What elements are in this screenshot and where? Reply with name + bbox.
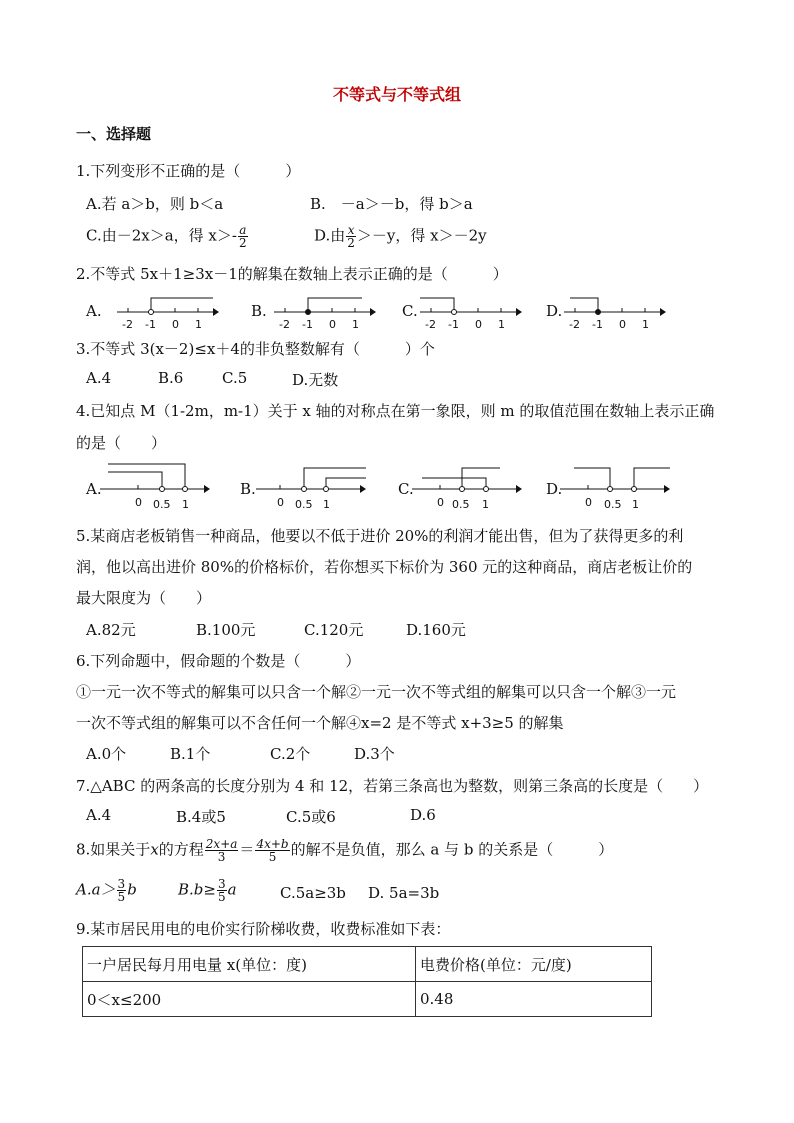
q8-a-num: 3 — [117, 877, 126, 891]
q4-label-d: D. — [546, 480, 563, 498]
q8-b-fraction — [217, 878, 227, 903]
q3-option-c: C.5 — [222, 369, 248, 387]
tick-label: 1 — [352, 318, 359, 331]
q5-option-c: C.120元 — [304, 621, 364, 639]
axis-arrow — [516, 308, 522, 316]
q5-option-d: D.160元 — [406, 621, 466, 639]
q9-stem: 9.某市居民用电的电价实行阶梯收费，收费标准如下表： — [76, 920, 451, 938]
tick-label: -2 — [425, 318, 436, 331]
tick-label: -1 — [302, 318, 313, 331]
solution-bracket — [151, 298, 213, 312]
q3-option-d: D.无数 — [292, 371, 339, 389]
q8-eq: ＝ — [239, 840, 255, 859]
table-header-row — [83, 947, 652, 982]
q6-line1: ①一元一次不等式的解集可以只含一个解②一元一次不等式组的解集可以只含一个解③一元 — [76, 683, 677, 701]
q8-b-pre: B.b≥ — [178, 880, 216, 899]
tick-label: -2 — [279, 318, 290, 331]
q8-mid: 的方程 — [158, 840, 204, 859]
axis-arrow — [204, 485, 210, 493]
tick-label: 0 — [329, 318, 336, 331]
q1-option-b: B. －a＞－b，得 b＞a — [310, 195, 473, 213]
tick-label: -2 — [569, 318, 580, 331]
q8-a-post: b — [127, 880, 137, 899]
q8-a-fraction — [117, 878, 127, 903]
tick-label: 1 — [642, 318, 649, 331]
q5-option-b: B.100元 — [196, 621, 256, 639]
tick-label: 0.5 — [295, 498, 313, 511]
q7-option-a: A.4 — [86, 806, 112, 824]
q8-a-pre: A.a＞ — [76, 880, 116, 899]
open-point — [452, 310, 457, 315]
q2-number-line-d — [562, 292, 667, 332]
closed-point — [596, 310, 601, 315]
q7-option-d: D.6 — [410, 806, 436, 824]
q2-stem: 2.不等式 5x＋1≥3x－1的解集在数轴上表示正确的是（ ） — [76, 265, 508, 283]
table-row — [83, 982, 652, 1017]
q7-option-c: C.5或6 — [286, 808, 336, 826]
q8-option-b — [178, 878, 237, 903]
tick-label: 1 — [632, 498, 639, 511]
q8-f2-den: 5 — [268, 850, 277, 864]
page-title: 不等式与不等式组 — [332, 85, 461, 104]
q1-d-num: x — [347, 223, 355, 237]
q1-d-den: 2 — [347, 236, 355, 250]
q8-b-den: 5 — [217, 890, 226, 904]
q1-option-c — [86, 224, 249, 249]
q7-option-b: B.4或5 — [176, 808, 226, 826]
tick-label: 0 — [585, 496, 592, 509]
q2-number-line-a — [115, 292, 220, 332]
q2-label-a: A. — [86, 302, 102, 320]
q8-stem — [76, 838, 613, 863]
q2-number-line-c — [418, 292, 523, 332]
section-heading: 一、选择题 — [76, 125, 152, 143]
open-point — [632, 487, 637, 492]
solution-bracket — [420, 298, 454, 312]
q3-stem: 3.不等式 3(x－2)≤x＋4的非负整数解有（ ）个 — [76, 340, 435, 358]
axis-arrow — [664, 485, 670, 493]
tick-label: 1 — [182, 498, 189, 511]
tick-label: 0 — [277, 496, 284, 509]
solution-bracket-2 — [422, 478, 486, 489]
axis-arrow — [516, 485, 522, 493]
closed-point — [306, 310, 311, 315]
q6-option-c: C.2个 — [270, 745, 311, 763]
open-point — [608, 487, 613, 492]
q8-f1-num: 2x+a — [205, 837, 238, 851]
q2-label-d: D. — [546, 302, 563, 320]
tick-label: 0 — [619, 318, 626, 331]
electricity-price-table — [82, 946, 652, 1017]
q1-option-c-text: C.由－2x＞a，得 x＞- — [86, 226, 237, 245]
table-cell: 0＜x≤200 — [83, 982, 416, 1017]
q7-stem: 7.△ABC 的两条高的长度分别为 4 和 12，若第三条高也为整数，则第三条高的长度是（ ） — [76, 777, 709, 795]
q4-number-line-d — [560, 460, 672, 512]
tick-label: -1 — [592, 318, 603, 331]
axis-arrow — [213, 308, 219, 316]
q8-var: x — [150, 840, 159, 859]
q8-option-c: C.5a≥3b — [280, 884, 346, 902]
q8-fraction-right — [255, 838, 289, 863]
tick-label: 0 — [135, 496, 142, 509]
q1-option-c-fraction — [238, 224, 248, 249]
tick-label: -1 — [448, 318, 459, 331]
q1-option-d — [314, 224, 487, 249]
q5-option-a: A.82元 — [86, 621, 136, 639]
solution-bracket-2 — [108, 472, 162, 489]
solution-bracket-1 — [574, 468, 610, 489]
q1-c-den: 2 — [238, 236, 247, 250]
q4-number-line-c — [412, 460, 524, 512]
q2-number-line-b — [272, 292, 377, 332]
table-cell: 0.48 — [416, 982, 652, 1017]
open-point — [183, 487, 188, 492]
table-header-cell: 电费价格(单位：元/度) — [416, 947, 652, 982]
q3-option-a: A.4 — [86, 369, 112, 387]
tick-label: 0.5 — [604, 498, 622, 511]
q6-line2: 一次不等式组的解集可以不含任何一个解④x=2 是不等式 x+3≥5 的解集 — [76, 714, 564, 732]
open-point — [484, 487, 489, 492]
tick-label: 1 — [323, 498, 330, 511]
q1-option-d-post: ＞－y，得 x＞－2y — [356, 226, 487, 245]
q1-option-d-pre: D.由 — [314, 226, 346, 245]
tick-label: -2 — [122, 318, 133, 331]
q4-number-line-b — [256, 460, 368, 512]
q8-f1-den: 3 — [217, 850, 226, 864]
q2-label-c: C. — [402, 302, 418, 320]
q6-option-d: D.3个 — [354, 745, 395, 763]
q1-stem: 1.下列变形不正确的是（ ） — [76, 162, 301, 180]
q4-label-a: A. — [86, 480, 102, 498]
q8-f2-num: 4x+b — [256, 837, 289, 851]
q2-label-b: B. — [251, 302, 267, 320]
q8-fraction-left — [205, 838, 239, 863]
tick-label: 1 — [498, 318, 505, 331]
q1-c-num: a — [239, 223, 247, 237]
tick-label: 0.5 — [153, 498, 171, 511]
q1-option-d-fraction — [346, 224, 356, 249]
solution-bracket — [570, 298, 598, 312]
tick-label: 1 — [195, 318, 202, 331]
solution-bracket-1 — [108, 464, 185, 489]
q4-label-b: B. — [240, 480, 256, 498]
q4-stem-line2: 的是（ ） — [76, 434, 167, 452]
open-point — [149, 310, 154, 315]
q8-b-post: a — [227, 880, 237, 899]
open-point — [460, 487, 465, 492]
q4-label-c: C. — [398, 480, 414, 498]
solution-bracket — [308, 298, 362, 312]
q5-line1: 5.某商店老板销售一种商品，他要以不低于进价 20%的利润才能出售，但为了获得更多的利 — [76, 527, 684, 545]
q6-option-b: B.1个 — [170, 745, 211, 763]
q4-number-line-a — [100, 460, 212, 512]
q5-line3: 最大限度为（ ） — [76, 589, 212, 607]
q8-option-d: D. 5a=3b — [368, 884, 440, 902]
tick-label: 0.5 — [452, 498, 470, 511]
open-point — [302, 487, 307, 492]
q8-post: 的解不是负值，那么 a 与 b 的关系是（ ） — [290, 840, 614, 859]
q8-a-den: 5 — [117, 890, 126, 904]
q4-stem-line1: 4.已知点 M（1-2m，m-1）关于 x 轴的对称点在第一象限，则 m 的取值范围在数轴上表示正确 — [76, 402, 715, 420]
table-header-cell: 一户居民每月用电量 x(单位：度) — [83, 947, 416, 982]
axis-arrow — [660, 308, 666, 316]
tick-label: 0 — [437, 496, 444, 509]
q1-option-a: A.若 a＞b，则 b＜a — [86, 195, 224, 213]
open-point — [324, 487, 329, 492]
q8-option-a — [76, 878, 137, 903]
tick-label: 0 — [172, 318, 179, 331]
q5-line2: 润，他以高出进价 80%的价格标价，若你想买下标价为 360 元的这种商品，商店老板让价的 — [76, 558, 693, 576]
open-point — [160, 487, 165, 492]
q6-option-a: A.0个 — [86, 745, 127, 763]
axis-arrow — [370, 308, 376, 316]
q6-stem: 6.下列命题中，假命题的个数是（ ） — [76, 652, 361, 670]
tick-label: -1 — [145, 318, 156, 331]
axis-arrow — [360, 485, 366, 493]
q3-option-b: B.6 — [158, 369, 184, 387]
q8-b-num: 3 — [217, 877, 226, 891]
tick-label: 0 — [475, 318, 482, 331]
tick-label: 1 — [482, 498, 489, 511]
q8-pre: 8.如果关于 — [76, 840, 151, 859]
